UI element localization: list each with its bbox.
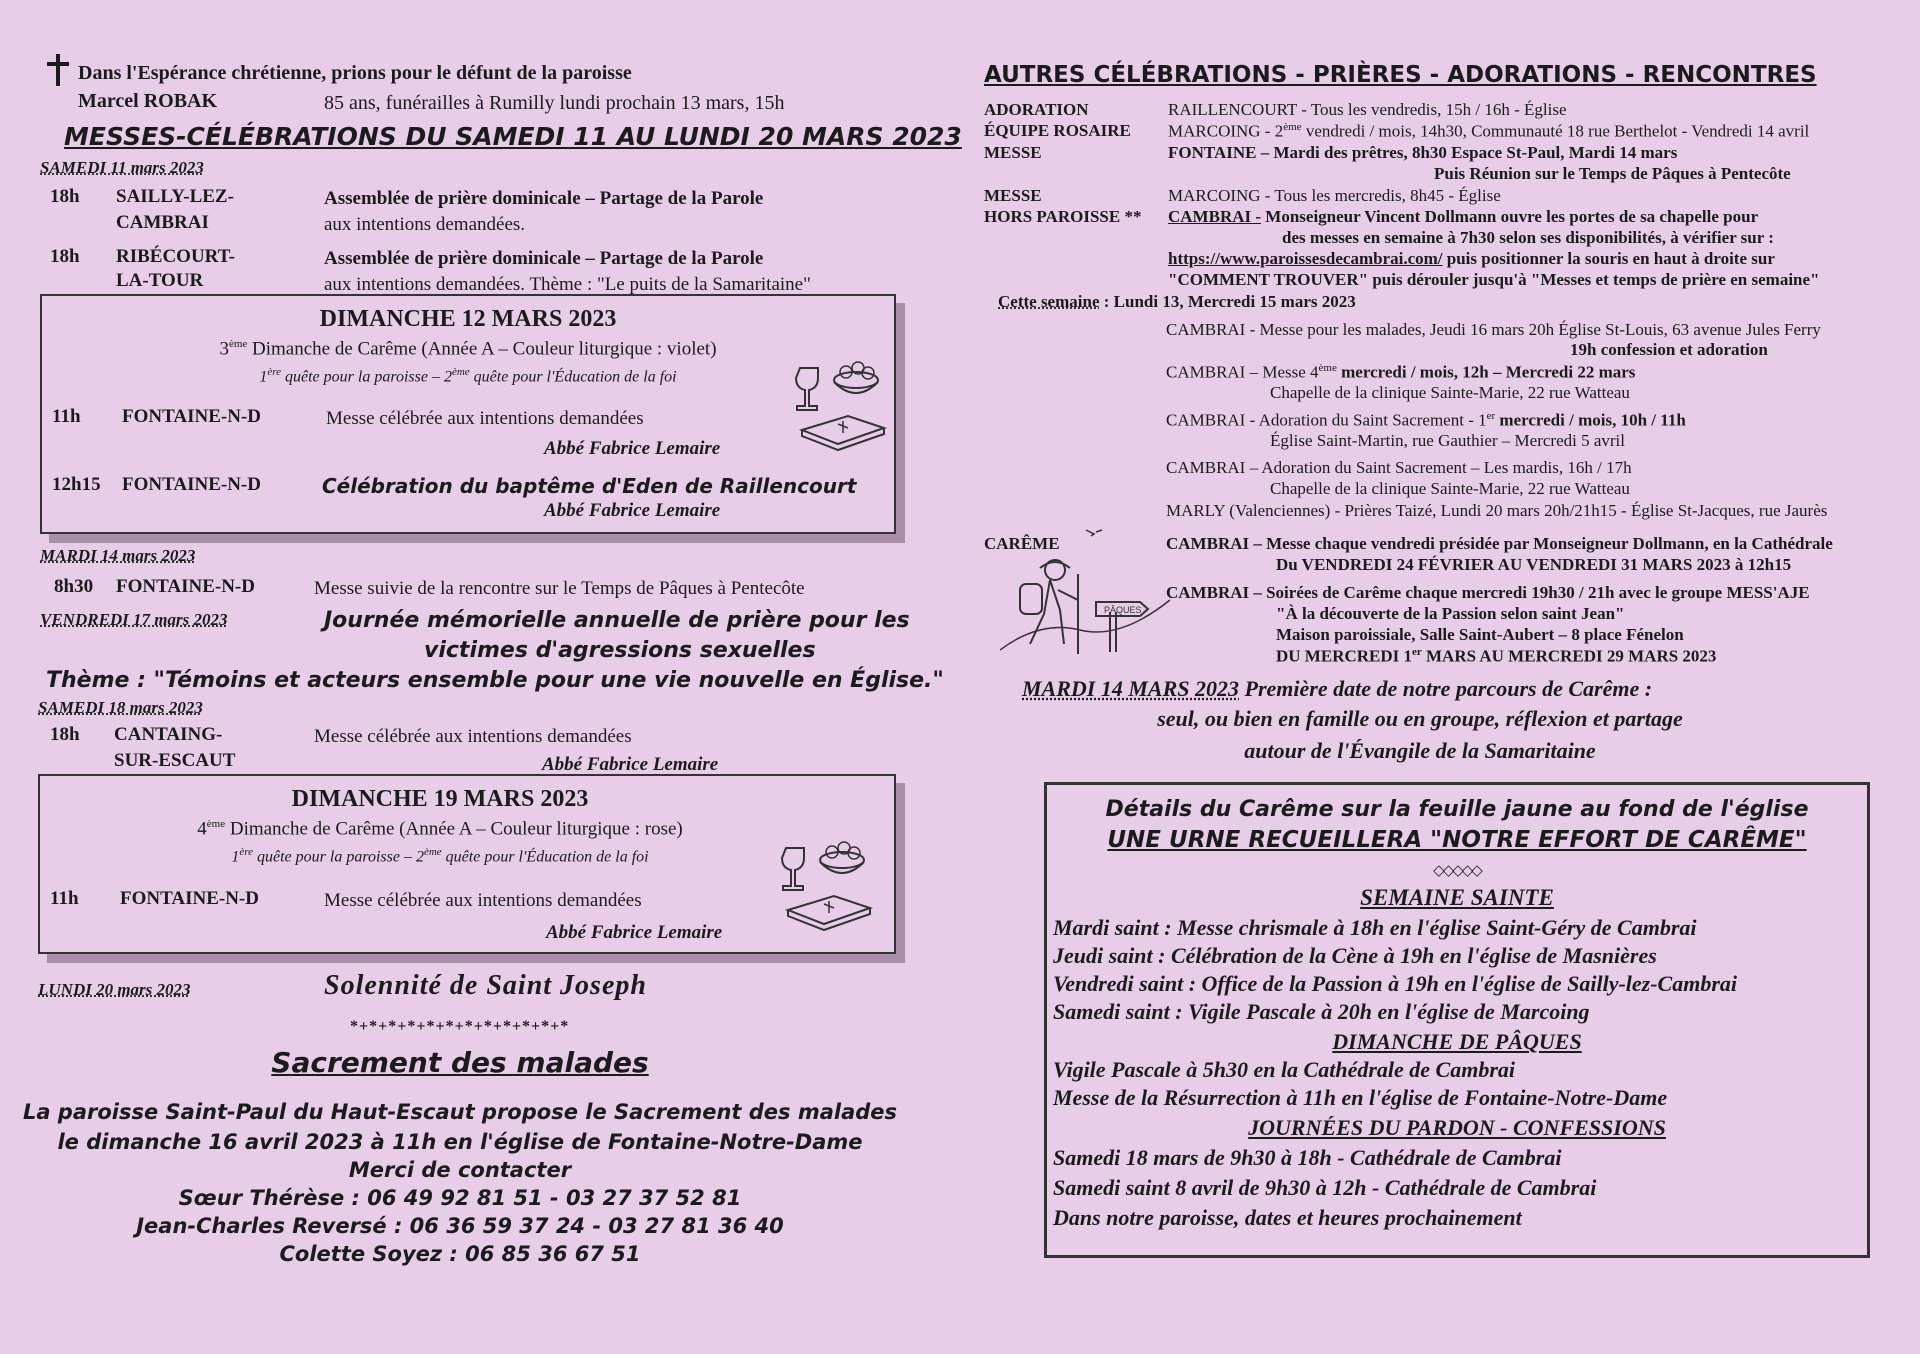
memorial-title: victimes d'agressions sexuelles xyxy=(424,638,816,663)
sacrement-line: Merci de contacter xyxy=(348,1158,572,1182)
hors-text: CAMBRAI - Monseigneur Vincent Dollmann ouvre les portes de sa chapelle pour xyxy=(1168,207,1759,226)
sacrement-line: le dimanche 16 avril 2023 à 11h en l'église de Fontaine-Notre-Dame xyxy=(57,1130,863,1154)
date-tue-14: MARDI 14 mars 2023 xyxy=(40,546,196,565)
sunday-subtitle: 3ème Dimanche de Carême (Année A – Couleur liturgique : violet) xyxy=(219,338,717,360)
place: CANTAING- xyxy=(114,724,223,745)
semaine-sainte-title: SEMAINE SAINTE xyxy=(1360,885,1554,910)
adoration-text: RAILLENCOURT - Tous les vendredis, 15h / 16h - Église xyxy=(1168,100,1567,119)
marly-line: MARLY (Valenciennes) - Prières Taizé, Lundi 20 mars 20h/21h15 - Église St-Jacques, rue Jaurès xyxy=(1166,501,1828,520)
celebrant: Abbé Fabrice Lemaire xyxy=(546,922,723,943)
careme-line: Maison paroissiale, Salle Saint-Aubert – 8 place Fénelon xyxy=(1276,625,1684,644)
date-fri-17: VENDREDI 17 mars 2023 xyxy=(40,610,228,629)
quete-line: 1ère quête pour la paroisse – 2ème quête pour l'Éducation de la foi xyxy=(259,366,677,386)
careme-line: CAMBRAI – Messe chaque vendredi présidée par Monseigneur Dollmann, en la Cathédrale xyxy=(1166,534,1833,553)
celebrant: Abbé Fabrice Lemaire xyxy=(544,438,721,459)
place: SAILLY-LEZ- xyxy=(116,186,234,207)
memorial-theme: Thème : "Témoins et acteurs ensemble pour une vie nouvelle en Église." xyxy=(46,668,944,693)
obituary-line: Dans l'Espérance chrétienne, prions pour le défunt de la paroisse xyxy=(78,62,632,84)
place: CAMBRAI xyxy=(116,212,209,233)
other-celebrations-title: AUTRES CÉLÉBRATIONS - PRIÈRES - ADORATIONS - RENCONTRES xyxy=(984,62,1817,88)
parish-website-link[interactable]: https://www.paroissesdecambrai.com/ xyxy=(1168,249,1443,268)
hors-text: des messes en semaine à 7h30 selon ses disponibilités, à vérifier sur : xyxy=(1282,228,1774,247)
sunday-19-box xyxy=(38,774,896,954)
pardon-title: JOURNÉES DU PARDON - CONFESSIONS xyxy=(1248,1115,1666,1140)
cross-icon xyxy=(44,52,72,88)
place: SUR-ESCAUT xyxy=(114,750,236,771)
label-adoration: ADORATION xyxy=(984,100,1089,119)
quete-line: 1ère quête pour la paroisse – 2ème quête pour l'Éducation de la foi xyxy=(231,846,649,866)
contact-line: Jean-Charles Reversé : 06 36 59 37 24 - 03 27 81 36 40 xyxy=(136,1214,784,1238)
celebrant: Abbé Fabrice Lemaire xyxy=(542,754,719,775)
label-hors-paroisse: HORS PAROISSE ** xyxy=(984,207,1142,226)
feast-title: Solennité de Saint Joseph xyxy=(324,970,647,1001)
date-sat-11: SAMEDI 11 mars 2023 xyxy=(40,158,204,177)
sunday-title: DIMANCHE 12 MARS 2023 xyxy=(319,306,617,332)
label-rosaire: ÉQUIPE ROSAIRE xyxy=(984,121,1131,140)
careme-line: CAMBRAI – Soirées de Carême chaque mercredi 19h30 / 21h avec le groupe MESS'AJE xyxy=(1166,583,1810,602)
star-divider: *+*+*+*+*+*+*+*+*+*+*+* xyxy=(350,1018,570,1035)
paques-sign-text: PÂQUES xyxy=(1104,605,1142,615)
careme-line: DU MERCREDI 1er MARS AU MERCREDI 29 MARS 2023 xyxy=(1276,646,1717,666)
label-careme: CARÊME xyxy=(984,534,1060,553)
date-mon-20: LUNDI 20 mars 2023 xyxy=(38,980,191,999)
cambrai-line: 19h confession et adoration xyxy=(1570,340,1768,359)
rosaire-text: MARCOING - 2ème vendredi / mois, 14h30, Communauté 18 rue Berthelot - Vendredi 14 avril xyxy=(1168,121,1810,141)
messe-text: Puis Réunion sur le Temps de Pâques à Pentecôte xyxy=(1434,164,1791,183)
messe-text: FONTAINE – Mardi des prêtres, 8h30 Espace St-Paul, Mardi 14 mars xyxy=(1168,143,1678,162)
box-line: Détails du Carême sur la feuille jaune au fond de l'église xyxy=(1105,797,1809,822)
diamond-divider: ◇◇◇◇◇ xyxy=(1433,863,1481,879)
obituary-name: Marcel ROBAK xyxy=(78,90,218,112)
description: Célébration du baptême d'Eden de Raillencourt xyxy=(322,474,857,498)
time: 18h xyxy=(50,186,80,207)
description: Messe célébrée aux intentions demandées xyxy=(326,408,644,429)
cambrai-line: CAMBRAI – Messe 4ème mercredi / mois, 12h – Mercredi 22 mars xyxy=(1166,362,1636,382)
box-item: Samedi saint : Vigile Pascale à 20h en l'église de Marcoing xyxy=(1053,999,1590,1024)
hors-text: https://www.paroissesdecambrai.com/ puis positionner la souris en haut à droite sur xyxy=(1168,249,1775,268)
box-item: Mardi saint : Messe chrismale à 18h en l'église Saint-Géry de Cambrai xyxy=(1053,915,1697,940)
time: 12h15 xyxy=(52,474,101,495)
place: FONTAINE-N-D xyxy=(116,576,255,597)
time: 11h xyxy=(50,888,79,909)
chalice-bread-bible-icon xyxy=(780,838,876,934)
description: Messe suivie de la rencontre sur le Temps de Pâques à Pentecôte xyxy=(314,578,805,599)
masses-title: MESSES-CÉLÉBRATIONS DU SAMEDI 11 AU LUNDI 20 MARS 2023 xyxy=(64,122,962,151)
box-item: Samedi 18 mars de 9h30 à 18h - Cathédrale de Cambrai xyxy=(1053,1145,1562,1170)
cambrai-line: Chapelle de la clinique Sainte-Marie, 22 rue Watteau xyxy=(1270,383,1630,402)
box-item: Vigile Pascale à 5h30 en la Cathédrale de Cambrai xyxy=(1053,1057,1515,1082)
description: Assemblée de prière dominicale – Partage de la Parole xyxy=(324,248,764,269)
chalice-bread-bible-icon xyxy=(794,358,890,454)
description: Assemblée de prière dominicale – Partage de la Parole xyxy=(324,188,764,209)
messe-text: MARCOING - Tous les mercredis, 8h45 - Église xyxy=(1168,186,1501,205)
label-messe: MESSE xyxy=(984,186,1042,205)
box-line: UNE URNE RECUEILLERA "NOTRE EFFORT DE CARÊME" xyxy=(1107,827,1807,853)
cambrai-line: CAMBRAI - Adoration du Saint Sacrement - 1er mercredi / mois, 10h / 11h xyxy=(1166,410,1686,430)
description: Messe célébrée aux intentions demandées xyxy=(314,726,632,747)
box-item: Jeudi saint : Célébration de la Cène à 19h en l'église de Masnières xyxy=(1053,943,1657,968)
time: 18h xyxy=(50,724,80,745)
cambrai-line: Chapelle de la clinique Sainte-Marie, 22 rue Watteau xyxy=(1270,479,1630,498)
hiker-illustration xyxy=(1000,520,1170,670)
careme-box xyxy=(1044,782,1870,1258)
parcours-line: autour de l'Évangile de la Samaritaine xyxy=(1244,738,1596,763)
place: RIBÉCOURT- xyxy=(116,246,235,267)
memorial-title: Journée mémorielle annuelle de prière pour les xyxy=(324,608,910,633)
hors-text: "COMMENT TROUVER" puis dérouler jusqu'à "Messes et temps de prière en semaine" xyxy=(1168,270,1820,289)
sacrement-line: La paroisse Saint-Paul du Haut-Escaut propose le Sacrement des malades xyxy=(22,1100,898,1124)
label-messe: MESSE xyxy=(984,143,1042,162)
paques-title: DIMANCHE DE PÂQUES xyxy=(1332,1029,1582,1054)
box-item: Messe de la Résurrection à 11h en l'église de Fontaine-Notre-Dame xyxy=(1053,1085,1668,1110)
box-item: Samedi saint 8 avril de 9h30 à 12h - Cathédrale de Cambrai xyxy=(1053,1175,1597,1200)
box-item: Vendredi saint : Office de la Passion à 19h en l'église de Sailly-lez-Cambrai xyxy=(1053,971,1738,996)
place: FONTAINE-N-D xyxy=(122,406,261,427)
description: aux intentions demandées. xyxy=(324,214,526,235)
description: Messe célébrée aux intentions demandées xyxy=(324,890,642,911)
sunday-12-box xyxy=(40,294,896,534)
careme-line: Du VENDREDI 24 FÉVRIER AU VENDREDI 31 MARS 2023 à 12h15 xyxy=(1276,555,1792,574)
celebrant: Abbé Fabrice Lemaire xyxy=(544,500,721,521)
parcours-line: MARDI 14 MARS 2023 Première date de notre parcours de Carême : xyxy=(1022,676,1653,701)
sunday-title: DIMANCHE 19 MARS 2023 xyxy=(291,786,589,812)
date-sat-18: SAMEDI 18 mars 2023 xyxy=(38,698,203,717)
sacrement-title: Sacrement des malades xyxy=(271,1046,649,1079)
week-line: Cette semaine : Lundi 13, Mercredi 15 mars 2023 xyxy=(998,292,1356,311)
contact-line: Sœur Thérèse : 06 49 92 81 51 - 03 27 37 52 81 xyxy=(178,1186,742,1210)
time: 11h xyxy=(52,406,81,427)
place: FONTAINE-N-D xyxy=(122,474,261,495)
careme-line: "À la découverte de la Passion selon saint Jean" xyxy=(1276,604,1625,623)
time: 8h30 xyxy=(54,576,94,597)
box-item: Dans notre paroisse, dates et heures prochainement xyxy=(1053,1205,1522,1230)
sunday-subtitle: 4ème Dimanche de Carême (Année A – Couleur liturgique : rose) xyxy=(197,818,683,840)
cambrai-line: CAMBRAI – Adoration du Saint Sacrement – Les mardis, 16h / 17h xyxy=(1166,458,1632,477)
obituary-details: 85 ans, funérailles à Rumilly lundi prochain 13 mars, 15h xyxy=(324,92,785,114)
time: 18h xyxy=(50,246,80,267)
contact-line: Colette Soyez : 06 85 36 67 51 xyxy=(279,1242,641,1266)
place: LA-TOUR xyxy=(116,270,204,291)
cambrai-line: CAMBRAI - Messe pour les malades, Jeudi 16 mars 20h Église St-Louis, 63 avenue Jules Ferry xyxy=(1166,320,1821,339)
description: aux intentions demandées. Thème : "Le puits de la Samaritaine" xyxy=(324,274,811,295)
place: FONTAINE-N-D xyxy=(120,888,259,909)
cambrai-line: Église Saint-Martin, rue Gauthier – Mercredi 5 avril xyxy=(1270,431,1625,450)
parcours-line: seul, ou bien en famille ou en groupe, réflexion et partage xyxy=(1157,706,1683,731)
